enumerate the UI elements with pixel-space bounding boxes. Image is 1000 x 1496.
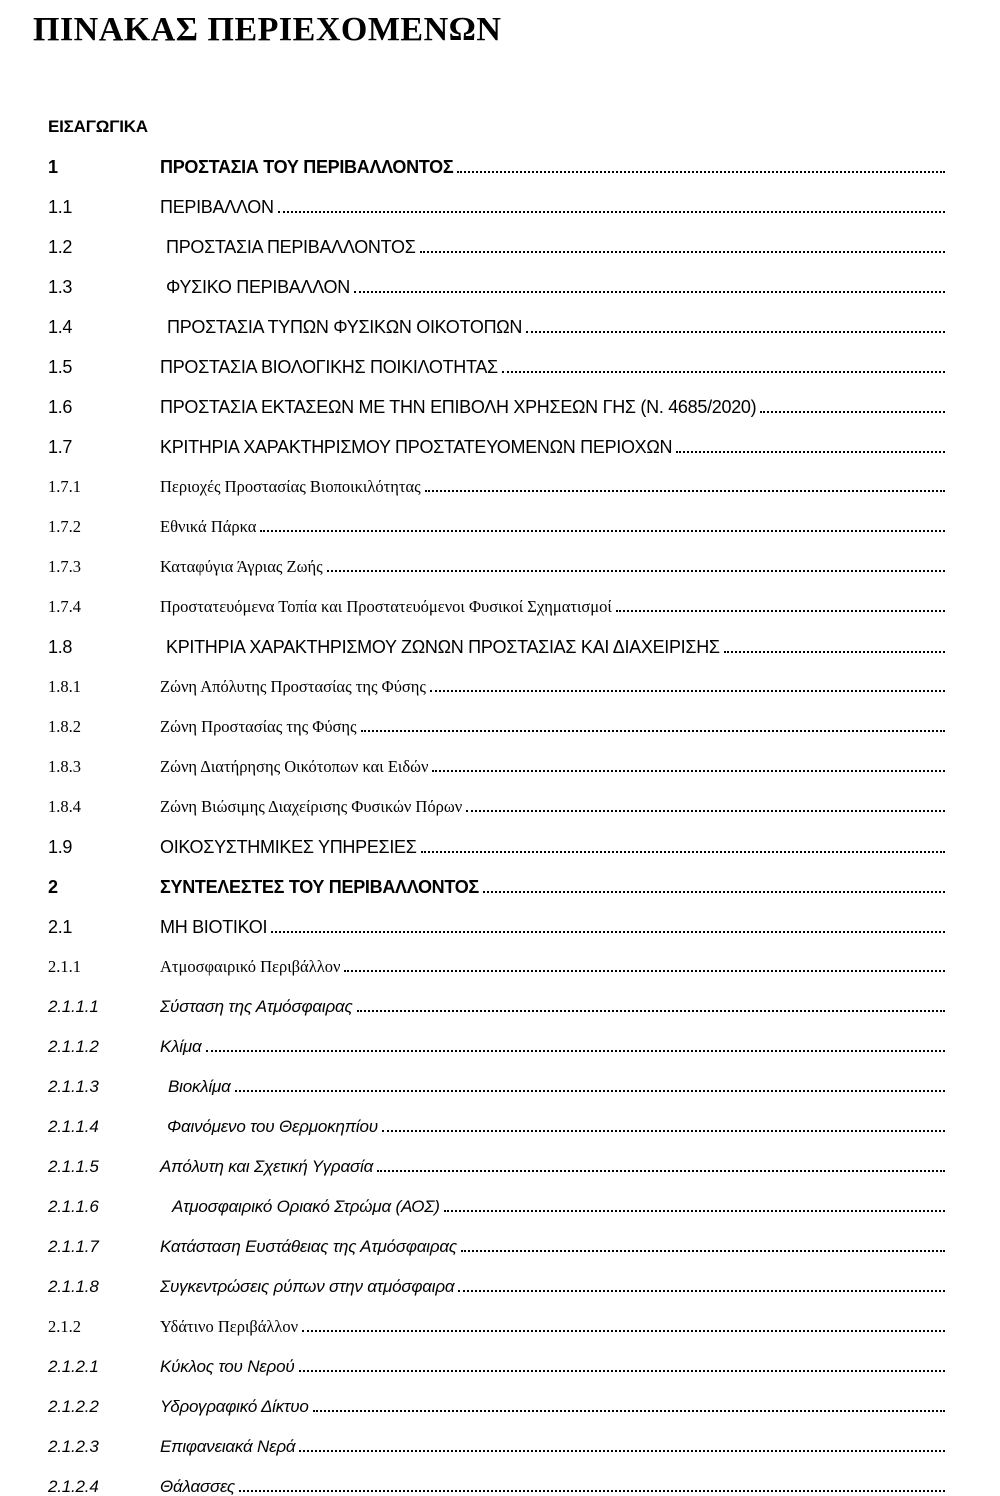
dotted-leader [235,1090,945,1092]
toc-entry-number: 2.1.1.3 [48,1076,99,1096]
toc-entry[interactable] [48,147,945,187]
toc-entry[interactable] [48,1027,945,1067]
toc-entry-number: 1.1 [48,196,73,217]
toc-entry-title: ΚΡΙΤΗΡΙΑ ΧΑΡΑΚΤΗΡΙΣΜΟΥ ΠΡΟΣΤΑΤΕΥΟΜΕΝΩΝ ΠΕΡΙΟΧΩΝ [160,436,673,457]
dotted-leader [466,810,945,812]
dotted-leader [354,291,945,293]
dotted-leader [206,1050,946,1052]
dotted-leader [430,690,945,692]
toc-entry-number: 2.1.1.2 [48,1036,99,1056]
toc-entry-number: 2.1.1.4 [48,1116,99,1136]
toc-entry-title: Βιοκλίμα [168,1076,231,1096]
dotted-leader [502,371,945,373]
toc-entry[interactable] [48,667,945,707]
dotted-leader [327,570,945,572]
toc-entry-title: Κλίμα [160,1036,202,1056]
dotted-leader [457,171,945,173]
toc-entry-title: Ζώνη Βιώσιμης Διαχείρισης Φυσικών Πόρων [160,796,463,816]
toc-entry-title: Υδάτινο Περιβάλλον [160,1316,299,1336]
toc-entry[interactable] [48,427,945,467]
toc-entry-title: ΜΗ ΒΙΟΤΙΚΟΙ [160,916,268,937]
dotted-leader [420,251,945,253]
dotted-leader [278,211,945,213]
toc-entry[interactable] [48,1107,945,1147]
toc-entry-number: 2.1.1.8 [48,1276,99,1296]
toc-entry[interactable] [48,187,945,227]
toc-entry-number: 1.8.4 [48,796,81,816]
page-title: ΠΙΝΑΚΑΣ ΠΕΡΙΕΧΟΜΕΝΩΝ [33,11,502,48]
toc-entry-number: 1.6 [48,396,73,417]
dotted-leader [421,851,945,853]
dotted-leader [425,490,945,492]
dotted-leader [483,891,945,893]
toc-entry-number: 1.8 [48,636,73,657]
toc-entry-number: 1.5 [48,356,73,377]
toc-entry-number: 1.7.4 [48,596,81,616]
toc-entry-title: ΠΡΟΣΤΑΣΙΑ ΕΚΤΑΣΕΩΝ ΜΕ ΤΗΝ ΕΠΙΒΟΛΗ ΧΡΗΣΕΩΝ ΓΗΣ (Ν. 4685/2020) [160,396,757,417]
toc-entry-title: Καταφύγια Άγριας Ζωής [160,556,323,576]
toc-entry[interactable] [48,227,945,267]
toc-entry[interactable] [48,1427,945,1467]
toc-entry-title: Περιοχές Προστασίας Βιοποικιλότητας [160,476,421,496]
toc-entry[interactable] [48,1187,945,1227]
toc-entry-title: ΠΡΟΣΤΑΣΙΑ ΤΟΥ ΠΕΡΙΒΑΛΛΟΝΤΟΣ [160,156,454,177]
toc-entry[interactable] [48,1067,945,1107]
toc-entry-title: Σύσταση της Ατμόσφαιρας [160,996,353,1016]
toc-entry-number: 2.1.1.6 [48,1196,99,1216]
toc-entry-number: 2 [48,876,58,897]
toc-entry-number: 1.7.2 [48,516,81,536]
toc-entry[interactable] [48,707,945,747]
toc-entry-title: ΠΡΟΣΤΑΣΙΑ ΤΥΠΩΝ ΦΥΣΙΚΩΝ ΟΙΚΟΤΟΠΩΝ [167,316,523,337]
toc-entry[interactable] [48,1347,945,1387]
toc-entry-number: 1.2 [48,236,73,257]
toc-entry[interactable] [48,1227,945,1267]
toc-entry[interactable] [48,507,945,547]
dotted-leader [357,1010,945,1012]
toc-entry-number: 2.1.2 [48,1316,81,1336]
toc-entry-number: 1.4 [48,316,73,337]
toc-entry-title: Ζώνη Απόλυτης Προστασίας της Φύσης [160,676,426,696]
toc-entry[interactable] [48,547,945,587]
dotted-leader [271,931,945,933]
toc-entry[interactable] [48,467,945,507]
toc-entry-title: Ζώνη Διατήρησης Οικότοπων και Ειδών [160,756,429,776]
toc-entry-number: 2.1.2.1 [48,1356,99,1376]
dotted-leader [299,1450,945,1452]
toc-entry[interactable] [48,347,945,387]
toc-entry-number: 2.1 [48,916,73,937]
toc-entry-number: 2.1.2.2 [48,1396,99,1416]
toc-list [48,147,945,1496]
toc-entry[interactable] [48,827,945,867]
toc-entry-title: ΠΡΟΣΤΑΣΙΑ ΠΕΡΙΒΑΛΛΟΝΤΟΣ [166,236,416,257]
dotted-leader [526,331,945,333]
toc-entry-number: 2.1.1.5 [48,1156,99,1176]
toc-entry[interactable] [48,987,945,1027]
toc-entry[interactable] [48,907,945,947]
dotted-leader [344,970,945,972]
toc-entry-title: Συγκεντρώσεις ρύπων στην ατμόσφαιρα [160,1276,455,1296]
dotted-leader [302,1330,945,1332]
toc-entry-title: Υδρογραφικό Δίκτυο [160,1396,309,1416]
toc-entry[interactable] [48,1147,945,1187]
dotted-leader [444,1210,945,1212]
toc-entry[interactable] [48,1307,945,1347]
dotted-leader [382,1130,945,1132]
toc-entry-title: Θάλασσες [160,1476,235,1496]
toc-entry-title: Ατμοσφαιρικό Οριακό Στρώμα (ΑΟΣ) [172,1196,440,1216]
toc-entry[interactable] [48,1267,945,1307]
toc-entry-title: Κύκλος του Νερού [160,1356,295,1376]
dotted-leader [724,651,945,653]
dotted-leader [760,411,945,413]
toc-entry-title: ΣΥΝΤΕΛΕΣΤΕΣ ΤΟΥ ΠΕΡΙΒΑΛΛΟΝΤΟΣ [160,876,479,897]
dotted-leader [616,610,945,612]
toc-entry-title: Απόλυτη και Σχετική Υγρασία [160,1156,374,1176]
toc-entry-title: Ζώνη Προστασίας της Φύσης [160,716,357,736]
toc-entry[interactable] [48,787,945,827]
toc-entry-number: 1.8.2 [48,716,81,736]
toc-entry[interactable] [48,1467,945,1496]
toc-entry[interactable] [48,627,945,667]
toc-entry[interactable] [48,747,945,787]
toc-entry-number: 2.1.1.1 [48,996,99,1016]
dotted-leader [377,1170,945,1172]
toc-entry-number: 2.1.1.7 [48,1236,99,1256]
toc-entry-number: 1.3 [48,276,73,297]
toc-entry-title: ΟΙΚΟΣΥΣΤΗΜΙΚΕΣ ΥΠΗΡΕΣΙΕΣ [160,836,417,857]
toc-entry-title: Επιφανειακά Νερά [160,1436,296,1456]
toc-entry[interactable] [48,1387,945,1427]
toc-entry-title: Φαινόμενο του Θερμοκηπίου [167,1116,378,1136]
toc-entry-number: 1.7.1 [48,476,81,496]
toc-entry-number: 2.1.2.3 [48,1436,99,1456]
toc-entry-title: ΦΥΣΙΚΟ ΠΕΡΙΒΑΛΛΟΝ [166,276,350,297]
dotted-leader [432,770,945,772]
toc-entry-title: Εθνικά Πάρκα [160,516,257,536]
dotted-leader [458,1290,945,1292]
toc-entry-title: Κατάσταση Ευστάθειας της Ατμόσφαιρας [160,1236,457,1256]
dotted-leader [461,1250,945,1252]
toc-entry-title: ΠΕΡΙΒΑΛΛΟΝ [160,196,274,217]
dotted-leader [260,530,945,532]
toc-entry-number: 1 [48,156,58,177]
toc-entry-title: Ατμοσφαιρικό Περιβάλλον [160,956,341,976]
toc-entry[interactable] [48,587,945,627]
toc-entry-number: 1.9 [48,836,73,857]
toc-entry[interactable] [48,947,945,987]
toc-entry-number: 1.7 [48,436,73,457]
toc-entry-title: ΚΡΙΤΗΡΙΑ ΧΑΡΑΚΤΗΡΙΣΜΟΥ ΖΩΝΩΝ ΠΡΟΣΤΑΣΙΑΣ ΚΑΙ ΔΙΑΧΕΙΡΙΣΗΣ [166,636,720,657]
dotted-leader [299,1370,946,1372]
toc-entry-title: ΠΡΟΣΤΑΣΙΑ ΒΙΟΛΟΓΙΚΗΣ ΠΟΙΚΙΛΟΤΗΤΑΣ [160,356,498,377]
dotted-leader [676,451,945,453]
toc-entry-number: 1.8.3 [48,756,81,776]
toc-entry-title: Προστατευόμενα Τοπία και Προστατευόμενοι Φυσικοί Σχηματισμοί [160,596,612,616]
dotted-leader [313,1410,945,1412]
toc-entry-number: 2.1.1 [48,956,81,976]
dotted-leader [361,730,945,732]
toc-entry[interactable] [48,267,945,307]
toc-entry[interactable] [48,387,945,427]
toc-entry-number: 1.8.1 [48,676,81,696]
toc-entry[interactable] [48,867,945,907]
toc-entry-number: 1.7.3 [48,556,81,576]
toc-entry[interactable] [48,307,945,347]
dotted-leader [239,1490,945,1492]
toc-entry-number: 2.1.2.4 [48,1476,99,1496]
intro-section-heading: ΕΙΣΑΓΩΓΙΚΑ [48,116,148,136]
